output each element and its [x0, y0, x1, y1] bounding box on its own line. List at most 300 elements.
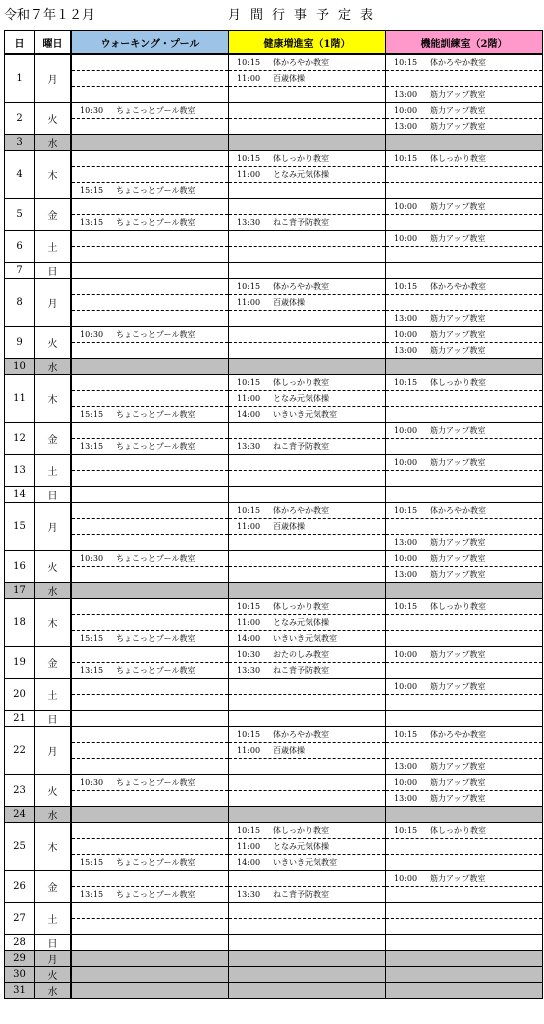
event-cell-training-room: [386, 151, 543, 167]
event-cell-health-room: [229, 615, 386, 631]
event-cell-health-room: [229, 167, 386, 183]
day-row: [5, 695, 543, 711]
event-cell-training-room: [386, 519, 543, 535]
event-cell-health-room: [229, 951, 386, 967]
day-number: 26: [5, 871, 35, 903]
day-number: 13: [5, 455, 35, 487]
event-name: 筋力アップ教室: [430, 458, 486, 467]
event-time: 10:30: [80, 106, 104, 115]
closed-day-row: [5, 983, 543, 999]
event-cell-health-room: [229, 343, 386, 359]
event-cell-training-room: [386, 951, 543, 967]
event-cell-training-room: [386, 375, 543, 391]
event-cell-walking-pool: [71, 151, 229, 167]
event-cell-training-room: [386, 455, 543, 471]
event-cell-walking-pool: [71, 135, 229, 151]
closed-day-row: [5, 807, 543, 823]
event-cell-health-room: [229, 103, 386, 119]
event-name: ちょこっとプール教室: [116, 858, 196, 867]
day-row: [5, 503, 543, 519]
day-row: [5, 871, 543, 887]
weekday: 金: [35, 199, 72, 231]
event-name: 体かろやか教室: [430, 506, 486, 515]
event-time: 10:00: [394, 458, 418, 467]
event-cell-walking-pool: [71, 615, 229, 631]
day-number: 19: [5, 647, 35, 679]
event-time: 13:30: [237, 218, 261, 227]
event-cell-training-room: [386, 695, 543, 711]
event-name: 体かろやか教室: [273, 506, 329, 515]
day-number: 11: [5, 375, 35, 423]
event-name: 体しっかり教室: [273, 154, 329, 163]
event-time: 10:15: [237, 730, 261, 739]
event-time: 11:00: [237, 842, 261, 851]
event-name: ちょこっとプール教室: [116, 778, 196, 787]
event-cell-walking-pool: [71, 199, 229, 215]
event-cell-training-room: [386, 71, 543, 87]
day-row: [5, 567, 543, 583]
event-cell-health-room: [229, 519, 386, 535]
event-time: 11:00: [237, 522, 261, 531]
event-name: 体かろやか教室: [273, 58, 329, 67]
event-name: 筋力アップ教室: [430, 426, 486, 435]
event-cell-training-room: [386, 615, 543, 631]
event-time: 11:00: [237, 746, 261, 755]
event-cell-training-room: [386, 535, 543, 551]
event-cell-walking-pool: [71, 423, 229, 439]
event-cell-walking-pool: [71, 983, 229, 999]
event-cell-health-room: [229, 935, 386, 951]
event-time: 11:00: [237, 298, 261, 307]
event-cell-training-room: [386, 855, 543, 871]
weekday: 金: [35, 871, 72, 903]
event-name: ちょこっとプール教室: [116, 106, 196, 115]
weekday: 火: [35, 775, 72, 807]
event-name: 体しっかり教室: [273, 602, 329, 611]
col-header-health-room: 健康増進室（1階）: [229, 31, 386, 55]
event-cell-walking-pool: [71, 311, 229, 327]
event-cell-training-room: [386, 839, 543, 855]
event-cell-training-room: [386, 263, 543, 279]
event-cell-walking-pool: [71, 855, 229, 871]
event-cell-walking-pool: [71, 791, 229, 807]
event-name: 筋力アップ教室: [430, 778, 486, 787]
day-row: [5, 54, 543, 71]
event-cell-health-room: [229, 327, 386, 343]
day-row: [5, 711, 543, 727]
event-cell-health-room: [229, 599, 386, 615]
event-name: 体かろやか教室: [430, 730, 486, 739]
event-cell-health-room: [229, 583, 386, 599]
event-cell-walking-pool: [71, 839, 229, 855]
col-header-training-room: 機能訓練室（2階）: [386, 31, 543, 55]
event-name: ちょこっとプール教室: [116, 330, 196, 339]
weekday: 火: [35, 967, 72, 983]
event-cell-walking-pool: [71, 711, 229, 727]
day-row: [5, 103, 543, 119]
event-name: ねこ背予防教室: [273, 218, 329, 227]
day-number: 12: [5, 423, 35, 455]
event-time: 10:15: [237, 282, 261, 291]
weekday: 土: [35, 231, 72, 263]
day-number: 27: [5, 903, 35, 935]
page-header: [0, 0, 544, 30]
event-cell-health-room: [229, 551, 386, 567]
event-cell-training-room: [386, 935, 543, 951]
event-cell-walking-pool: [71, 455, 229, 471]
day-row: [5, 407, 543, 423]
event-name: いきいき元気教室: [273, 410, 337, 419]
event-time: 10:15: [394, 378, 418, 387]
closed-day-row: [5, 583, 543, 599]
event-cell-health-room: [229, 855, 386, 871]
event-time: 13:15: [80, 218, 104, 227]
event-name: いきいき元気教室: [273, 858, 337, 867]
event-name: 筋力アップ教室: [430, 330, 486, 339]
event-name: 筋力アップ教室: [430, 874, 486, 883]
event-time: 15:15: [80, 634, 104, 643]
day-row: [5, 439, 543, 455]
day-row: [5, 119, 543, 135]
day-number: 23: [5, 775, 35, 807]
event-name: 体しっかり教室: [430, 602, 486, 611]
event-cell-training-room: [386, 119, 543, 135]
event-name: ちょこっとプール教室: [116, 890, 196, 899]
day-row: [5, 727, 543, 743]
event-cell-health-room: [229, 743, 386, 759]
event-name: となみ元気体操: [273, 170, 329, 179]
day-number: 30: [5, 967, 35, 983]
event-name: 筋力アップ教室: [430, 122, 486, 131]
event-time: 10:15: [394, 58, 418, 67]
col-header-weekday: 曜日: [35, 31, 72, 55]
event-cell-walking-pool: [71, 919, 229, 935]
weekday: 木: [35, 375, 72, 423]
weekday: 水: [35, 135, 72, 151]
day-row: [5, 151, 543, 167]
event-name: ちょこっとプール教室: [116, 218, 196, 227]
event-cell-walking-pool: [71, 647, 229, 663]
weekday: 日: [35, 263, 72, 279]
event-time: 14:00: [237, 410, 261, 419]
closed-day-row: [5, 967, 543, 983]
day-row: [5, 887, 543, 903]
event-cell-health-room: [229, 663, 386, 679]
day-row: [5, 167, 543, 183]
event-cell-walking-pool: [71, 359, 229, 375]
event-name: 筋力アップ教室: [430, 570, 486, 579]
event-cell-training-room: [386, 775, 543, 791]
weekday: 金: [35, 423, 72, 455]
event-name: 筋力アップ教室: [430, 554, 486, 563]
event-cell-walking-pool: [71, 471, 229, 487]
event-cell-walking-pool: [71, 327, 229, 343]
day-row: [5, 487, 543, 503]
day-number: 2: [5, 103, 35, 135]
day-row: [5, 311, 543, 327]
event-time: 13:00: [394, 314, 418, 323]
weekday: 木: [35, 599, 72, 647]
event-cell-walking-pool: [71, 551, 229, 567]
event-cell-health-room: [229, 631, 386, 647]
day-row: [5, 935, 543, 951]
event-cell-training-room: [386, 983, 543, 999]
day-number: 24: [5, 807, 35, 823]
event-name: となみ元気体操: [273, 842, 329, 851]
event-time: 10:30: [80, 330, 104, 339]
event-cell-training-room: [386, 135, 543, 151]
event-cell-health-room: [229, 263, 386, 279]
event-cell-walking-pool: [71, 439, 229, 455]
day-number: 18: [5, 599, 35, 647]
day-row: [5, 295, 543, 311]
weekday: 月: [35, 279, 72, 327]
event-cell-walking-pool: [71, 343, 229, 359]
event-time: 10:00: [394, 234, 418, 243]
event-name: ねこ背予防教室: [273, 666, 329, 675]
event-cell-walking-pool: [71, 215, 229, 231]
closed-day-row: [5, 135, 543, 151]
event-cell-training-room: [386, 407, 543, 423]
event-name: 体しっかり教室: [430, 378, 486, 387]
event-time: 10:00: [394, 106, 418, 115]
event-cell-walking-pool: [71, 871, 229, 887]
event-cell-training-room: [386, 663, 543, 679]
event-cell-health-room: [229, 903, 386, 919]
event-cell-walking-pool: [71, 967, 229, 983]
event-cell-walking-pool: [71, 119, 229, 135]
day-row: [5, 823, 543, 839]
event-cell-health-room: [229, 487, 386, 503]
event-cell-training-room: [386, 551, 543, 567]
event-cell-walking-pool: [71, 183, 229, 199]
event-cell-training-room: [386, 727, 543, 743]
event-cell-health-room: [229, 375, 386, 391]
event-cell-training-room: [386, 327, 543, 343]
event-cell-health-room: [229, 423, 386, 439]
day-number: 20: [5, 679, 35, 711]
weekday: 水: [35, 359, 72, 375]
day-row: [5, 743, 543, 759]
day-row: [5, 631, 543, 647]
weekday: 火: [35, 327, 72, 359]
day-row: [5, 615, 543, 631]
weekday: 金: [35, 647, 72, 679]
event-cell-training-room: [386, 167, 543, 183]
event-cell-health-room: [229, 455, 386, 471]
day-number: 8: [5, 279, 35, 327]
event-cell-health-room: [229, 967, 386, 983]
event-cell-walking-pool: [71, 535, 229, 551]
event-name: 筋力アップ教室: [430, 202, 486, 211]
event-cell-training-room: [386, 199, 543, 215]
event-cell-health-room: [229, 775, 386, 791]
event-cell-walking-pool: [71, 599, 229, 615]
event-cell-training-room: [386, 471, 543, 487]
event-cell-training-room: [386, 231, 543, 247]
col-header-walking-pool: ウォーキング・プール: [71, 31, 229, 55]
closed-day-row: [5, 951, 543, 967]
event-name: ねこ背予防教室: [273, 442, 329, 451]
weekday: 木: [35, 151, 72, 199]
event-time: 10:15: [237, 378, 261, 387]
event-name: 筋力アップ教室: [430, 762, 486, 771]
event-cell-training-room: [386, 87, 543, 103]
day-row: [5, 343, 543, 359]
day-row: [5, 599, 543, 615]
col-header-day: 日: [5, 31, 35, 55]
event-time: 13:15: [80, 890, 104, 899]
event-cell-health-room: [229, 887, 386, 903]
day-number: 6: [5, 231, 35, 263]
event-name: 百歳体操: [273, 74, 305, 83]
event-cell-walking-pool: [71, 951, 229, 967]
event-cell-health-room: [229, 391, 386, 407]
event-cell-health-room: [229, 647, 386, 663]
event-cell-walking-pool: [71, 631, 229, 647]
event-name: ねこ背予防教室: [273, 890, 329, 899]
weekday: 水: [35, 983, 72, 999]
event-cell-walking-pool: [71, 519, 229, 535]
event-cell-health-room: [229, 471, 386, 487]
event-time: 10:15: [237, 506, 261, 515]
event-time: 10:00: [394, 202, 418, 211]
event-time: 10:15: [394, 730, 418, 739]
event-cell-health-room: [229, 535, 386, 551]
event-cell-walking-pool: [71, 71, 229, 87]
column-header-row: [5, 31, 543, 55]
weekday: 土: [35, 679, 72, 711]
day-number: 9: [5, 327, 35, 359]
event-name: ちょこっとプール教室: [116, 186, 196, 195]
event-time: 10:00: [394, 682, 418, 691]
event-cell-training-room: [386, 887, 543, 903]
schedule-body: [5, 54, 543, 999]
event-cell-training-room: [386, 903, 543, 919]
event-cell-walking-pool: [71, 295, 229, 311]
event-cell-walking-pool: [71, 887, 229, 903]
event-name: 体しっかり教室: [430, 154, 486, 163]
day-number: 10: [5, 359, 35, 375]
event-time: 10:00: [394, 650, 418, 659]
event-name: おたのしみ教室: [273, 650, 329, 659]
day-row: [5, 679, 543, 695]
event-time: 10:00: [394, 554, 418, 563]
event-time: 10:30: [80, 778, 104, 787]
event-cell-walking-pool: [71, 663, 229, 679]
event-time: 10:15: [237, 602, 261, 611]
event-cell-training-room: [386, 823, 543, 839]
day-number: 17: [5, 583, 35, 599]
weekday: 日: [35, 935, 72, 951]
event-cell-health-room: [229, 679, 386, 695]
event-time: 13:00: [394, 794, 418, 803]
day-row: [5, 199, 543, 215]
event-cell-training-room: [386, 279, 543, 295]
event-cell-health-room: [229, 87, 386, 103]
event-cell-training-room: [386, 631, 543, 647]
event-time: 11:00: [237, 170, 261, 179]
event-cell-training-room: [386, 679, 543, 695]
day-number: 3: [5, 135, 35, 151]
event-cell-health-room: [229, 439, 386, 455]
event-time: 11:00: [237, 74, 261, 83]
event-cell-health-room: [229, 823, 386, 839]
day-number: 5: [5, 199, 35, 231]
event-name: 体かろやか教室: [430, 58, 486, 67]
event-name: 体しっかり教室: [273, 378, 329, 387]
event-time: 13:15: [80, 666, 104, 675]
event-cell-training-room: [386, 439, 543, 455]
event-time: 10:00: [394, 330, 418, 339]
weekday: 月: [35, 951, 72, 967]
event-name: 体かろやか教室: [273, 282, 329, 291]
event-time: 10:15: [394, 826, 418, 835]
event-name: 筋力アップ教室: [430, 234, 486, 243]
event-cell-walking-pool: [71, 263, 229, 279]
day-number: 16: [5, 551, 35, 583]
event-time: 10:15: [394, 154, 418, 163]
event-cell-walking-pool: [71, 407, 229, 423]
event-cell-walking-pool: [71, 695, 229, 711]
event-cell-walking-pool: [71, 743, 229, 759]
event-time: 10:15: [237, 154, 261, 163]
event-cell-training-room: [386, 54, 543, 71]
event-cell-walking-pool: [71, 87, 229, 103]
weekday: 水: [35, 583, 72, 599]
event-time: 10:15: [394, 282, 418, 291]
event-time: 10:15: [237, 826, 261, 835]
day-row: [5, 327, 543, 343]
event-cell-training-room: [386, 183, 543, 199]
day-row: [5, 455, 543, 471]
day-row: [5, 535, 543, 551]
event-name: ちょこっとプール教室: [116, 634, 196, 643]
event-cell-training-room: [386, 759, 543, 775]
event-time: 14:00: [237, 634, 261, 643]
weekday: 火: [35, 103, 72, 135]
day-row: [5, 263, 543, 279]
event-time: 10:00: [394, 874, 418, 883]
event-cell-health-room: [229, 983, 386, 999]
event-time: 13:00: [394, 538, 418, 547]
event-cell-walking-pool: [71, 727, 229, 743]
day-row: [5, 759, 543, 775]
event-time: 15:15: [80, 858, 104, 867]
day-row: [5, 423, 543, 439]
event-name: ちょこっとプール教室: [116, 410, 196, 419]
day-row: [5, 839, 543, 855]
day-number: 31: [5, 983, 35, 999]
event-cell-training-room: [386, 807, 543, 823]
weekday: 木: [35, 823, 72, 871]
event-cell-walking-pool: [71, 247, 229, 263]
day-row: [5, 279, 543, 295]
event-cell-training-room: [386, 967, 543, 983]
weekday: 土: [35, 903, 72, 935]
day-number: 7: [5, 263, 35, 279]
event-time: 14:00: [237, 858, 261, 867]
day-row: [5, 71, 543, 87]
event-cell-walking-pool: [71, 903, 229, 919]
day-number: 14: [5, 487, 35, 503]
event-name: 筋力アップ教室: [430, 314, 486, 323]
weekday: 火: [35, 551, 72, 583]
event-cell-training-room: [386, 423, 543, 439]
event-cell-walking-pool: [71, 231, 229, 247]
event-cell-walking-pool: [71, 567, 229, 583]
event-cell-training-room: [386, 503, 543, 519]
